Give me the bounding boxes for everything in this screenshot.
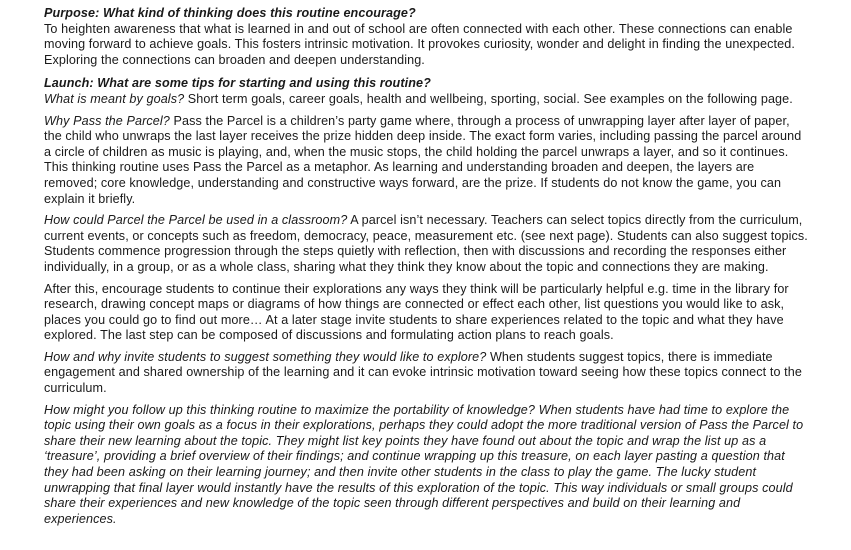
after-text: After this, encourage students to continue their explorations any ways they think will be particularly helpful e.g. time in the library for research, drawing concept maps or diagrams of how things are connected or effect each other, list questions you would like to ask, places you could go to find out more… At a later stage invite students to share experiences related to the topic and what they have explored. The last step can be composed of discussions and formulating action plans to reach goals. bbox=[44, 281, 789, 343]
launch-block bbox=[44, 76, 811, 107]
invite-text: When students suggest topics, there is immediate engagement and shared ownership of the learning and it can evoke intrinsic motivation toward seeing how these topics connect to the curriculum. bbox=[44, 349, 802, 396]
why-lead: Why Pass the Parcel? bbox=[44, 113, 170, 128]
invite-lead: How and why invite students to suggest something they would like to explore? bbox=[44, 349, 487, 364]
classroom-text: A parcel isn’t necessary. Teachers can select topics directly from the curriculum, current events, or concepts such as freedom, democracy, peace, measurement etc. (see next page). Students can also suggest topics. Students commence progression through the steps quietly with reflection, then with discussions and recording the responses either individually, in a group, or as a whole class, sharing what they think they know about the topic and connections they are making. bbox=[44, 213, 808, 274]
after-paragraph bbox=[44, 282, 811, 344]
classroom-paragraph bbox=[44, 213, 811, 275]
invite-paragraph bbox=[44, 350, 811, 397]
classroom-lead: How could Parcel the Parcel be used in a classroom? bbox=[44, 213, 348, 228]
followup-text: How might you follow up this thinking routine to maximize the portability of knowledge? When students have had time to explore the topic using their own goals as a focus in their explorations, perhaps they could adopt the more traditional version of Pass the Parcel to share their new learning about the topic. They might list key points they have found out about the topic and wrap the list up as a ‘treasure’, providing a brief overview of their findings; and continue wrapping up this treasure, on each layer pasting a question that they had been asking on their learning journey; and then invite other students in the class to play the game. The lucky student unwrapping that final layer would instantly have the results of this exploration of the topic. This way individuals or small groups could share their experiences and new knowledge of the topic seen through different perspectives and build on their learning and experiences. bbox=[44, 402, 804, 526]
goals-text: Short term goals, career goals, health and wellbeing, sporting, social. See examples on the following page. bbox=[184, 91, 793, 106]
purpose-heading: Purpose: What kind of thinking does this routine encourage? bbox=[44, 6, 416, 20]
purpose-text: To heighten awareness that what is learned in and out of school are often connected with each other. These connections can enable moving forward to achieve goals. This fosters intrinsic motivation. It provokes curiosity, wonder and delight in finding the unexpected. Exploring the connections can broaden and deepen understanding. bbox=[44, 21, 795, 67]
why-text: Pass the Parcel is a children’s party game where, through a process of unwrapping layer after layer of paper, the child who unwraps the last layer receives the prize hidden deep inside. The exact form varies, including passing the parcel around a circle of children as music is playing, and, when the music stops, the child holding the parcel unwraps a layer, and so it continues. This thinking routine uses Pass the Parcel as a metaphor. As learning and understanding broaden and deepen, the layers are removed; core knowledge, understanding and constructive ways forward, are the prize. If students do not know the game, you can explain it briefly. bbox=[44, 113, 802, 206]
followup-paragraph bbox=[44, 403, 811, 528]
launch-heading: Launch: What are some tips for starting and using this routine? bbox=[44, 76, 431, 91]
goals-lead: What is meant by goals? bbox=[44, 91, 185, 106]
why-paragraph bbox=[44, 114, 811, 208]
purpose-block bbox=[44, 6, 811, 68]
